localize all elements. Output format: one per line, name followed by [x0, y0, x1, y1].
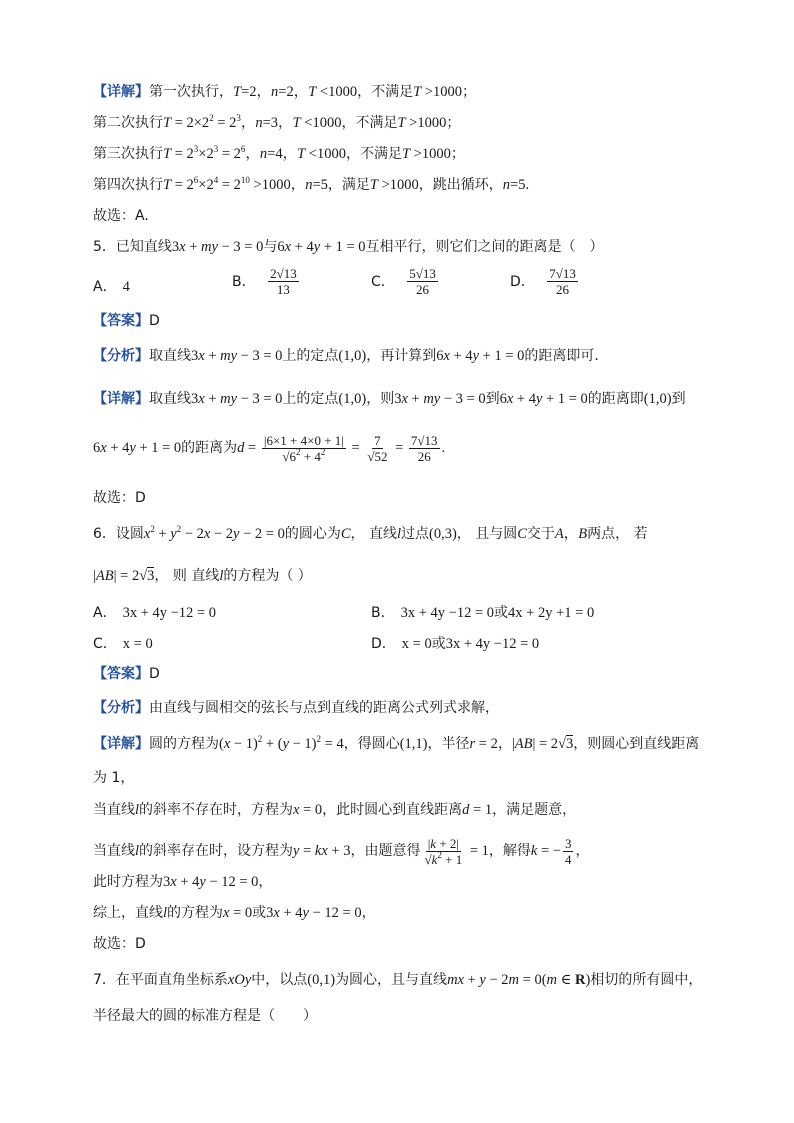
q5-option-c[interactable]: C． $\frac{5√13}{26}$: [371, 266, 436, 297]
q6-detail-line-4: 当直线l的斜率存在时，设方程为y = kx + 3，由题意得 $\frac{|k + 2|}{√k^2 + 1}$ = 1，解得k = − $\frac{3}{4}$ ，: [93, 835, 590, 867]
q4-choice: 故选：A.: [93, 208, 149, 224]
fraction: $\frac{7√13}{26}$: [549, 266, 576, 297]
q5-answer: 【答案】D: [93, 313, 160, 329]
q5-choice: 故选：D: [93, 490, 146, 506]
q6-detail-line-2: 为 1，: [93, 770, 135, 786]
q5-option-b[interactable]: B． $\frac{2√13}{13}$: [232, 266, 297, 297]
q6-choice: 故选：D: [93, 936, 146, 952]
q6-option-c[interactable]: C． x = 0: [93, 636, 153, 652]
q4-detail-line-4: 第四次执行$T = 2^6\times 2^4 = 2^{10} >1000$，n=5，满足T >1000，跳出循环，n=5.: [93, 175, 530, 193]
q6-stem-line-1: 6．设圆$x^2 + y^2 - 2x - 2y - 2 = 0$的圆心为C， 直线l过点(0,3)， 且与圆C交于A，B两点， 若: [93, 524, 648, 542]
q5-detail-line-1: 【详解】取直线3x + my − 3 = 0上的定点(1,0)，则3x + my − 3 = 0到6x + 4y + 1 = 0的距离即(1,0)到: [93, 391, 686, 407]
q5-analysis: 【分析】取直线3x + my − 3 = 0上的定点(1,0)，再计算到6x + 4y + 1 = 0的距离即可.: [93, 348, 599, 364]
q7-stem-line-1: 7．在平面直角坐标系xOy中，以点(0,1)为圆心，且与直线mx + y − 2m = 0(m ∈ R)相切的所有圆中，: [93, 972, 703, 988]
q5-stem: 5．已知直线3x + my − 3 = 0与6x + 4y + 1 = 0互相平行，则它们之间的距离是（ ）: [93, 239, 604, 255]
q4-detail-line-2: 第二次执行$T = 2\times 2^2 = 2^3$，n=3，T <1000，不满足T >1000；: [93, 113, 461, 131]
detail-tag: 【详解】: [93, 84, 149, 100]
fraction: $\frac{2√13}{13}$: [270, 266, 297, 297]
q5-option-a[interactable]: A． 4: [93, 279, 130, 295]
q6-answer: 【答案】D: [93, 666, 160, 682]
q5-detail-line-2: 6x + 4y + 1 = 0的距离为d = $\frac{|6\times 1 + 4\times 0 + 1|}{√6^2 + 4^2}$ = $\frac{7}{√52}$ = $\frac{7√13}{26}$ .: [93, 432, 446, 464]
q6-option-d[interactable]: D． x = 0或3x + 4y −12 = 0: [371, 636, 540, 652]
q7-stem-line-2: 半径最大的圆的标准方程是（ ）: [93, 1008, 317, 1024]
q6-detail-line-3: 当直线l的斜率不存在时，方程为x = 0，此时圆心到直线距离d = 1，满足题意，: [93, 802, 577, 818]
q6-option-b[interactable]: B． 3x + 4y −12 = 0或4x + 2y +1 = 0: [371, 605, 595, 621]
q6-detail-line-1: 【详解】圆的方程为$(x - 1)^2 + (y - 1)^2 = 4$，得圆心(1,1)，半径r = 2，|AB| = 2√3，则圆心到直线距离: [93, 734, 700, 752]
q4-detail-line-1: 【详解】第一次执行，T=2，n=2，T <1000，不满足T >1000；: [93, 84, 476, 100]
distance-fraction: $\frac{|6\times 1 + 4\times 0 + 1|}{√6^2 + 4^2}$: [263, 432, 344, 464]
q6-detail-line-6: 综上，直线l的方程为x = 0或3x + 4y − 12 = 0，: [93, 905, 376, 921]
q6-detail-line-5: 此时方程为3x + 4y − 12 = 0，: [93, 874, 273, 890]
q6-stem-line-2: |AB| = 2√3， 则 直线l的方程为（ ）: [93, 568, 312, 584]
q6-option-a[interactable]: A． 3x + 4y −12 = 0: [93, 605, 216, 621]
q4-detail-line-3: 第三次执行$T = 2^3\times 2^3 = 2^6$，n=4，T <1000，不满足T >1000；: [93, 144, 465, 162]
q5-option-d[interactable]: D． $\frac{7√13}{26}$: [510, 266, 576, 297]
fraction: $\frac{5√13}{26}$: [409, 266, 436, 297]
q6-analysis: 【分析】由直线与圆相交的弦长与点到直线的距离公式列式求解，: [93, 700, 499, 716]
